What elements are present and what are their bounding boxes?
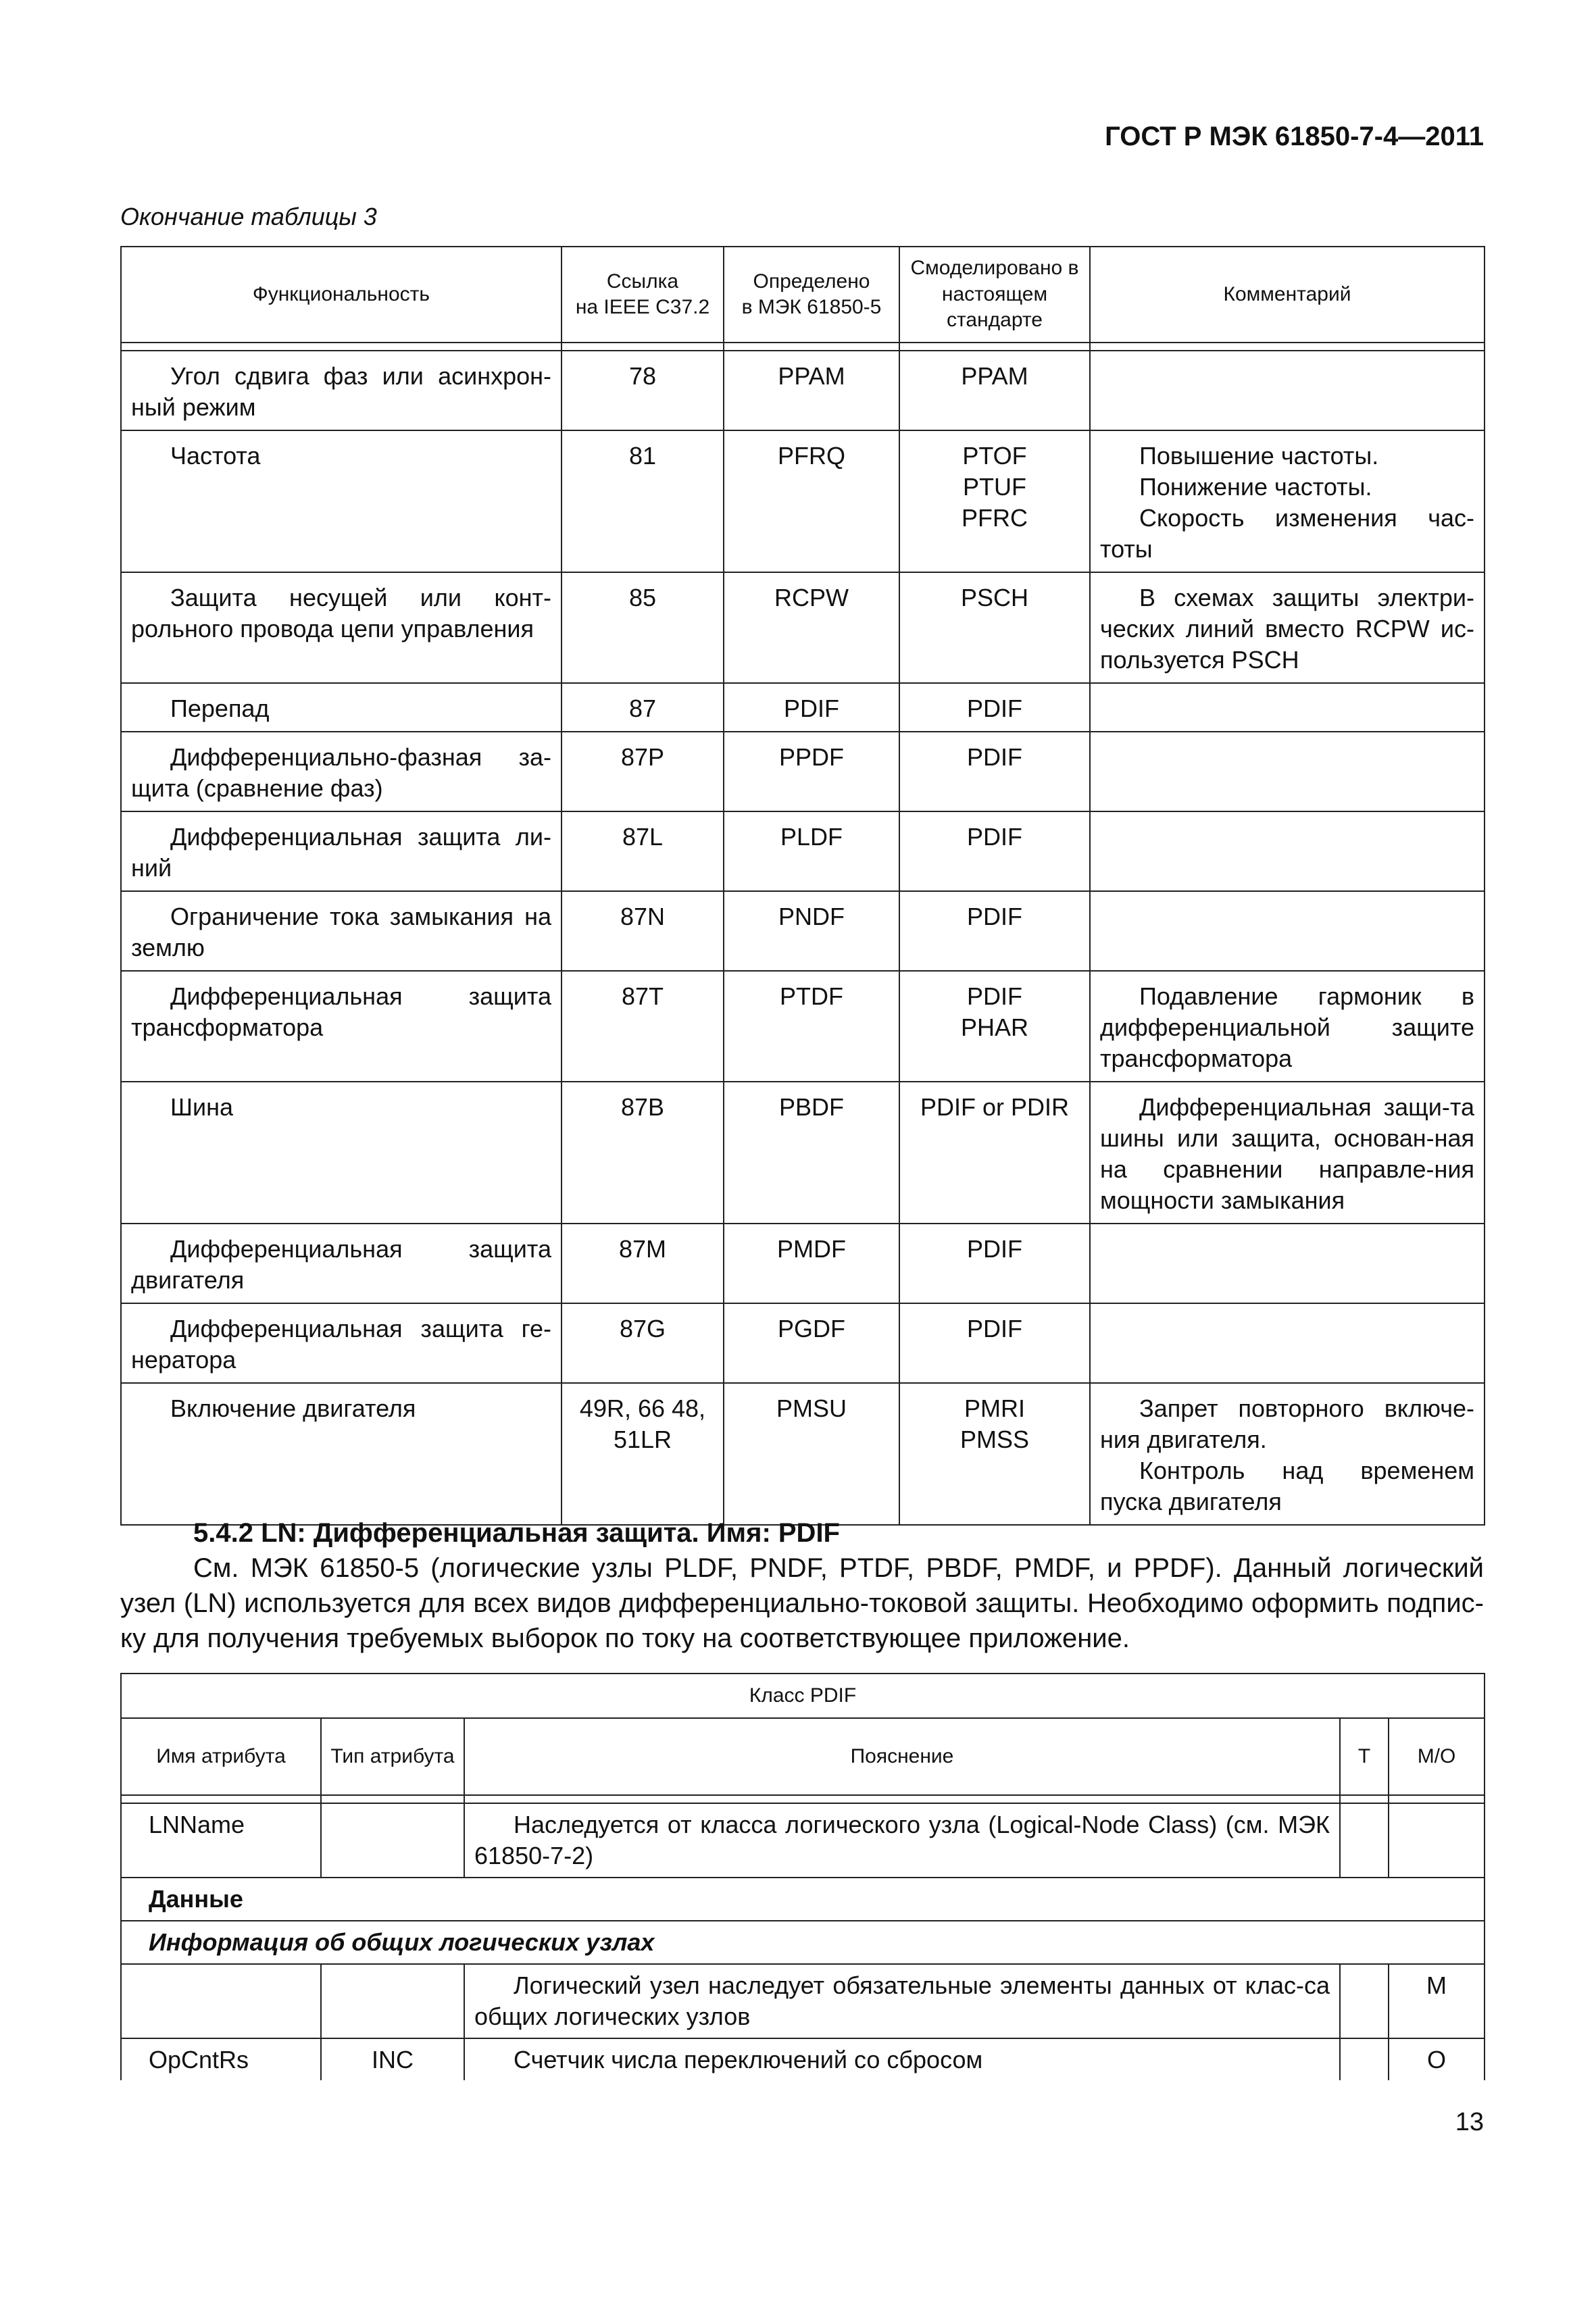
functionality-cell: Дифференциально-фазная за-щита (сравнение фаз) bbox=[121, 732, 562, 811]
attr-name-cell bbox=[121, 1964, 321, 2038]
ieee-reference-cell: 87G bbox=[562, 1303, 724, 1383]
explanation-cell: Логический узел наследует обязательные элементы данных от клас-са общих логических узлов bbox=[464, 1964, 1340, 2038]
comment-cell bbox=[1090, 732, 1485, 811]
modeled-ln: PDIF bbox=[966, 823, 1022, 851]
defined-in-cell: PGDF bbox=[724, 1303, 899, 1383]
mo-cell bbox=[1389, 1803, 1485, 1878]
defined-in-cell: PTDF bbox=[724, 971, 899, 1082]
attr-type-cell: INC bbox=[321, 2038, 464, 2082]
defined-in-cell: PMSU bbox=[724, 1383, 899, 1525]
modeled-cell bbox=[899, 683, 1090, 732]
comment-cell bbox=[1090, 971, 1485, 1082]
functionality-cell: Угол сдвига фаз или асинхрон-ный режим bbox=[121, 351, 562, 430]
modeled-cell bbox=[899, 971, 1090, 1082]
table-header-row bbox=[121, 247, 1485, 343]
document-standard-header: ГОСТ Р МЭК 61850-7-4—2011 bbox=[1105, 122, 1484, 151]
header-t: T bbox=[1340, 1718, 1389, 1795]
table-row bbox=[121, 1964, 1485, 2038]
functionality-cell: Перепад bbox=[121, 683, 562, 732]
functionality-cell: Дифференциальная защита двигателя bbox=[121, 1224, 562, 1303]
modeled-ln: PDIF bbox=[966, 695, 1022, 722]
functionality-cell: Ограничение тока замыкания на землю bbox=[121, 891, 562, 971]
defined-in-cell: PPAM bbox=[724, 351, 899, 430]
table-row bbox=[121, 1803, 1485, 1878]
modeled-cell bbox=[899, 1383, 1090, 1525]
modeled-cell bbox=[899, 1224, 1090, 1303]
ieee-reference-cell: 87T bbox=[562, 971, 724, 1082]
modeled-ln: PDIF or PDIR bbox=[920, 1093, 1070, 1121]
modeled-ln: PDIF bbox=[966, 1315, 1022, 1342]
header-defined-in: Определено в МЭК 61850-5 bbox=[724, 247, 899, 343]
explanation-cell: Наследуется от класса логического узла (Logical-Node Class) (см. МЭК 61850-7-2) bbox=[464, 1803, 1340, 1878]
comment-cell bbox=[1090, 811, 1485, 891]
defined-in-cell: PBDF bbox=[724, 1082, 899, 1224]
modeled-ln: PFRC bbox=[962, 504, 1028, 532]
ieee-reference-cell: 49R, 66 48, 51LR bbox=[562, 1383, 724, 1525]
defined-in-cell: PDIF bbox=[724, 683, 899, 732]
defined-in-cell: PPDF bbox=[724, 732, 899, 811]
modeled-ln: PDIF bbox=[966, 743, 1022, 771]
functionality-cell: Частота bbox=[121, 430, 562, 572]
comment-cell bbox=[1090, 1224, 1485, 1303]
attr-name-cell: LNName bbox=[121, 1803, 321, 1878]
modeled-ln: PDIF bbox=[966, 982, 1022, 1010]
functionality-cell: Дифференциальная защита ли-ний bbox=[121, 811, 562, 891]
modeled-ln: PSCH bbox=[960, 584, 1029, 611]
table-caption: Окончание таблицы 3 bbox=[120, 203, 377, 230]
comment-cell bbox=[1090, 891, 1485, 971]
defined-in-cell: PLDF bbox=[724, 811, 899, 891]
modeled-ln: PDIF bbox=[966, 903, 1022, 930]
table-row bbox=[121, 1082, 1485, 1224]
functionality-cell: Дифференциальная защита ге-нератора bbox=[121, 1303, 562, 1383]
table-row bbox=[121, 2038, 1485, 2082]
functionality-table bbox=[120, 246, 1485, 1526]
comment-paragraph: Понижение частоты. bbox=[1139, 473, 1372, 501]
table-row bbox=[121, 572, 1485, 683]
comment-cell bbox=[1090, 430, 1485, 572]
pdif-class-table bbox=[120, 1673, 1485, 2148]
header-functionality: Функциональность bbox=[121, 247, 562, 343]
modeled-cell bbox=[899, 351, 1090, 430]
header-modeled: Смоделировано в настоящем стандарте bbox=[899, 247, 1090, 343]
t-cell bbox=[1340, 2038, 1389, 2082]
section-body: См. МЭК 61850-5 (логические узлы PLDF, PNDF, PTDF, PBDF, PMDF, и PPDF). Данный логический узел (LN) используется для всех видов дифференциально-токовой защиты. Необходимо оформить подпис-ку для получения требуемых выборок по току на соответствующее приложение. bbox=[120, 1553, 1485, 1653]
modeled-cell bbox=[899, 572, 1090, 683]
ieee-reference-cell: 87N bbox=[562, 891, 724, 971]
modeled-cell bbox=[899, 891, 1090, 971]
comment-cell bbox=[1090, 1303, 1485, 1383]
header-attribute-type: Тип атрибута bbox=[321, 1718, 464, 1795]
comment-paragraph: Подавление гармоник в дифференциальной защите трансформатора bbox=[1100, 982, 1474, 1072]
comment-paragraph: Контроль над временем пуска двигателя bbox=[1100, 1457, 1474, 1515]
ieee-reference-cell: 78 bbox=[562, 351, 724, 430]
modeled-cell bbox=[899, 430, 1090, 572]
modeled-ln: PPAM bbox=[961, 362, 1028, 390]
header-ieee-reference: Ссылка на IEEE C37.2 bbox=[562, 247, 724, 343]
section-title: 5.4.2 LN: Дифференциальная защита. Имя: PDIF bbox=[193, 1518, 840, 1548]
ieee-reference-cell: 87M bbox=[562, 1224, 724, 1303]
functionality-cell: Дифференциальная защита трансформатора bbox=[121, 971, 562, 1082]
comment-cell bbox=[1090, 351, 1485, 430]
attr-type-cell bbox=[321, 1803, 464, 1878]
table-cutoff-mask bbox=[120, 2080, 1485, 2314]
modeled-ln: PTOF bbox=[962, 442, 1027, 470]
modeled-ln: PDIF bbox=[966, 1235, 1022, 1263]
table-row bbox=[121, 1383, 1485, 1525]
comment-paragraph: Дифференциальная защи-та шины или защита, основан-ная на сравнении направле-ния мощности замыкания bbox=[1100, 1093, 1474, 1214]
comment-paragraph: Повышение частоты. bbox=[1139, 442, 1379, 470]
modeled-cell bbox=[899, 1303, 1090, 1383]
defined-in-cell: PFRQ bbox=[724, 430, 899, 572]
table-row bbox=[121, 1224, 1485, 1303]
table-row bbox=[121, 430, 1485, 572]
table-row bbox=[121, 1303, 1485, 1383]
modeled-cell bbox=[899, 1082, 1090, 1224]
ieee-reference-cell: 87B bbox=[562, 1082, 724, 1224]
header-explanation: Пояснение bbox=[464, 1718, 1340, 1795]
table-row bbox=[121, 811, 1485, 891]
ieee-reference-cell: 85 bbox=[562, 572, 724, 683]
modeled-ln: PTUF bbox=[963, 473, 1026, 501]
header-attribute-name: Имя атрибута bbox=[121, 1718, 321, 1795]
modeled-ln: PHAR bbox=[960, 1013, 1029, 1041]
ieee-reference-cell: 87P bbox=[562, 732, 724, 811]
explanation-cell: Счетчик числа переключений со сбросом bbox=[464, 2038, 1340, 2082]
ieee-reference-cell: 87L bbox=[562, 811, 724, 891]
modeled-cell bbox=[899, 732, 1090, 811]
header-mo: M/O bbox=[1389, 1718, 1485, 1795]
pdif-class-title: Класс PDIF bbox=[121, 1674, 1485, 1718]
modeled-ln: PMRI bbox=[964, 1394, 1025, 1422]
comment-cell bbox=[1090, 572, 1485, 683]
common-info-label: Информация об общих логических узлах bbox=[121, 1921, 1485, 1964]
attr-name-cell: OpCntRs bbox=[121, 2038, 321, 2082]
modeled-ln: PMSS bbox=[959, 1426, 1030, 1453]
comment-cell bbox=[1090, 1383, 1485, 1525]
functionality-cell: Включение двигателя bbox=[121, 1383, 562, 1525]
data-section-label: Данные bbox=[121, 1878, 1485, 1921]
t-cell bbox=[1340, 1964, 1389, 2038]
mo-cell: M bbox=[1389, 1964, 1485, 2038]
comment-cell bbox=[1090, 683, 1485, 732]
comment-cell bbox=[1090, 1082, 1485, 1224]
table-row bbox=[121, 351, 1485, 430]
defined-in-cell: RCPW bbox=[724, 572, 899, 683]
table-row bbox=[121, 891, 1485, 971]
ieee-reference-cell: 87 bbox=[562, 683, 724, 732]
attr-type-cell bbox=[321, 1964, 464, 2038]
comment-paragraph: Скорость изменения час-тоты bbox=[1100, 504, 1474, 563]
functionality-cell: Защита несущей или конт-рольного провода цепи управления bbox=[121, 572, 562, 683]
page-number: 13 bbox=[1455, 2108, 1484, 2136]
modeled-cell bbox=[899, 811, 1090, 891]
table-row bbox=[121, 683, 1485, 732]
table-row bbox=[121, 971, 1485, 1082]
defined-in-cell: PNDF bbox=[724, 891, 899, 971]
comment-paragraph: В схемах защиты электри-ческих линий вместо RCPW ис-пользуется PSCH bbox=[1100, 584, 1474, 674]
comment-paragraph: Запрет повторного включе-ния двигателя. bbox=[1100, 1394, 1474, 1453]
t-cell bbox=[1340, 1803, 1389, 1878]
section-5-4-2 bbox=[120, 1515, 1484, 1656]
header-comment: Комментарий bbox=[1090, 247, 1485, 343]
functionality-cell: Шина bbox=[121, 1082, 562, 1224]
table-row bbox=[121, 732, 1485, 811]
ieee-reference-cell: 81 bbox=[562, 430, 724, 572]
mo-cell: O bbox=[1389, 2038, 1485, 2082]
defined-in-cell: PMDF bbox=[724, 1224, 899, 1303]
